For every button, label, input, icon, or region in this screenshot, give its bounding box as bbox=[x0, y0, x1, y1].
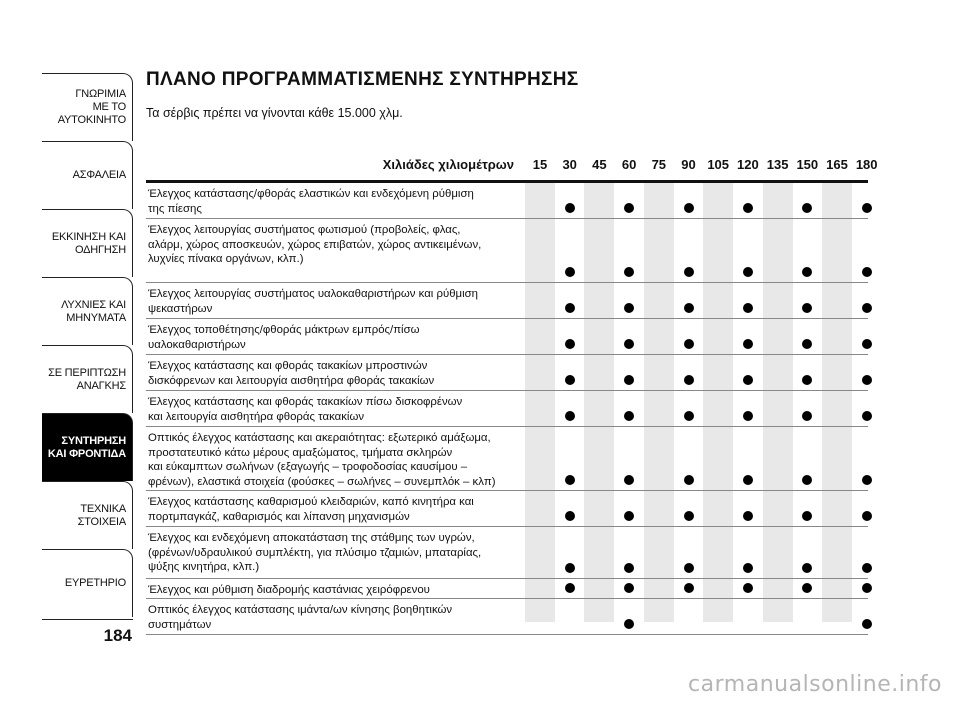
row-description: Έλεγχος κατάστασης καθαρισμού κλειδαριών, καπό κινητήρα και πορτμπαγκάζ, καθαρισμός και λίπανση μηχανισμών bbox=[148, 496, 474, 523]
table-row bbox=[146, 183, 868, 219]
sidebar-tab[interactable]: ΛΥΧΝΙΕΣ ΚΑΙ ΜΗΝΥΜΑΤΑ bbox=[42, 277, 133, 345]
service-dot bbox=[862, 339, 872, 349]
service-dot bbox=[565, 475, 575, 485]
service-dot bbox=[802, 339, 812, 349]
table-row bbox=[146, 283, 868, 319]
table-row bbox=[146, 527, 868, 579]
sidebar-tab[interactable]: ΤΕΧΝΙΚΑ ΣΤΟΙΧΕΙΑ bbox=[42, 481, 133, 549]
service-dot bbox=[565, 375, 575, 385]
service-dot bbox=[624, 563, 634, 573]
row-description: Έλεγχος τοποθέτησης/φθοράς μάκτρων εμπρός/πίσω υαλοκαθαριστήρων bbox=[148, 324, 420, 351]
row-description: Έλεγχος κατάστασης και φθοράς τακακίων μπροστινών δισκόφρενων και λειτουργία αισθητήρα φθοράς τακακίων bbox=[148, 360, 435, 387]
service-dot bbox=[624, 475, 634, 485]
service-dot bbox=[624, 411, 634, 421]
km-column-header: 90 bbox=[681, 157, 696, 172]
km-column-header: 75 bbox=[651, 157, 667, 172]
service-dot bbox=[862, 411, 872, 421]
service-dot bbox=[862, 375, 872, 385]
service-dot bbox=[743, 375, 753, 385]
km-column-header: 165 bbox=[826, 157, 848, 172]
service-dot bbox=[862, 303, 872, 313]
service-dot bbox=[862, 563, 872, 573]
service-dot bbox=[624, 203, 634, 213]
row-description: Έλεγχος και ρύθμιση διαδρομής καστάνιας χειρόφρενου bbox=[148, 584, 430, 596]
service-dot bbox=[862, 475, 872, 485]
service-dot bbox=[624, 339, 634, 349]
sidebar-tab[interactable]: ΑΣΦΑΛΕΙΑ bbox=[42, 141, 133, 209]
km-column-header: 135 bbox=[766, 157, 789, 172]
table-row bbox=[146, 599, 868, 635]
service-dot bbox=[624, 303, 634, 313]
service-dot bbox=[743, 411, 753, 421]
sidebar-tab[interactable]: ΕΚΚΙΝΗΣΗ ΚΑΙ ΟΔΗΓΗΣΗ bbox=[42, 209, 133, 277]
table-row bbox=[146, 579, 868, 599]
sidebar-tab[interactable]: ΣΥΝΤΗΡΗΣΗ ΚΑΙ ΦΡΟΝΤΙΔΑ bbox=[42, 413, 133, 481]
service-dot bbox=[743, 303, 753, 313]
table-row bbox=[146, 355, 868, 391]
service-dot bbox=[862, 619, 872, 629]
service-dot bbox=[862, 511, 872, 521]
service-dot bbox=[684, 563, 694, 573]
service-dot bbox=[802, 411, 812, 421]
service-dot bbox=[684, 511, 694, 521]
service-dot bbox=[684, 339, 694, 349]
km-column-header: 105 bbox=[707, 157, 730, 172]
service-dot bbox=[565, 203, 575, 213]
service-dot bbox=[624, 267, 634, 277]
row-description: Έλεγχος κατάστασης/φθοράς ελαστικών και ενδεχόμενη ρύθμιση της πίεσης bbox=[148, 188, 474, 215]
service-dot bbox=[624, 583, 634, 593]
row-description: Έλεγχος κατάστασης και φθοράς τακακίων πίσω δισκοφρένων και λειτουργία αισθητήρα φθοράς τακακίων bbox=[148, 396, 463, 423]
page-title: ΠΛΑΝΟ ΠΡΟΓΡΑΜΜΑΤΙΣΜΕΝΗΣ ΣΥΝΤΗΡΗΣΗΣ bbox=[146, 69, 579, 90]
maintenance-table bbox=[146, 183, 868, 635]
service-dot bbox=[624, 375, 634, 385]
service-dot bbox=[802, 563, 812, 573]
service-dot bbox=[684, 475, 694, 485]
table-header bbox=[146, 155, 878, 177]
service-dot bbox=[565, 583, 575, 593]
service-dot bbox=[684, 203, 694, 213]
service-dot bbox=[624, 511, 634, 521]
table-row bbox=[146, 491, 868, 527]
page-subtitle: Τα σέρβις πρέπει να γίνονται κάθε 15.000 χλμ. bbox=[146, 106, 403, 120]
service-dot bbox=[743, 203, 753, 213]
row-description: Έλεγχος και ενδεχόμενη αποκατάσταση της στάθμης των υγρών, (φρένων/υδραυλικού συμπλέκτη, για πλύσιμο τζαμιών, μπαταρίας, ψύξης κινητήρα, κλπ.) bbox=[148, 532, 482, 574]
service-dot bbox=[565, 267, 575, 277]
service-dot bbox=[624, 619, 634, 629]
row-description: Οπτικός έλεγχος κατάστασης ιμάντα/ων κίνησης βοηθητικών συστημάτων bbox=[148, 604, 453, 631]
service-dot bbox=[802, 375, 812, 385]
service-dot bbox=[565, 511, 575, 521]
service-dot bbox=[802, 475, 812, 485]
service-dot bbox=[802, 267, 812, 277]
service-dot bbox=[862, 583, 872, 593]
service-dot bbox=[565, 563, 575, 573]
service-dot bbox=[565, 411, 575, 421]
service-dot bbox=[802, 583, 812, 593]
service-dot bbox=[743, 583, 753, 593]
service-dot bbox=[684, 375, 694, 385]
service-dot bbox=[684, 303, 694, 313]
service-dot bbox=[743, 563, 753, 573]
table-row bbox=[146, 219, 868, 283]
service-dot bbox=[743, 475, 753, 485]
page-number-rule bbox=[42, 619, 133, 620]
service-dot bbox=[802, 203, 812, 213]
row-description: Έλεγχος λειτουργίας συστήματος φωτισμού (προβολείς, φλας, αλάρμ, χώρος αποσκευών, χώρος επιβατών, χώρος αντικειμένων, λυχνίες πίνακα οργάνων, κλπ.) bbox=[148, 224, 482, 266]
service-dot bbox=[862, 267, 872, 277]
chapter-sidebar bbox=[42, 73, 133, 617]
km-column-header: 30 bbox=[562, 157, 577, 172]
service-dot bbox=[565, 339, 575, 349]
sidebar-tab[interactable]: ΕΥΡΕΤΗΡΙΟ bbox=[42, 549, 133, 617]
table-row bbox=[146, 319, 868, 355]
table-row bbox=[146, 391, 868, 427]
sidebar-tab[interactable]: ΣΕ ΠΕΡΙΠΤΩΣΗ ΑΝΑΓΚΗΣ bbox=[42, 345, 133, 413]
watermark: carmanualsonline.info bbox=[688, 672, 942, 697]
km-column-header: 120 bbox=[737, 157, 759, 172]
sidebar-tab[interactable]: ΓΝΩΡΙΜΙΑ ΜΕ ΤΟ ΑΥΤΟΚΙΝΗΤΟ bbox=[42, 73, 133, 141]
km-column-header: 45 bbox=[592, 157, 607, 172]
row-description: Έλεγχος λειτουργίας συστήματος υαλοκαθαριστήρων και ρύθμιση ψεκαστήρων bbox=[148, 288, 478, 315]
km-column-header: 150 bbox=[796, 157, 819, 172]
service-dot bbox=[802, 303, 812, 313]
service-dot bbox=[565, 303, 575, 313]
km-column-header: 60 bbox=[621, 157, 637, 172]
service-dot bbox=[802, 511, 812, 521]
service-dot bbox=[862, 203, 872, 213]
table-row bbox=[146, 427, 868, 491]
service-dot bbox=[743, 339, 753, 349]
service-dot bbox=[684, 411, 694, 421]
km-column-header: 180 bbox=[855, 157, 878, 172]
km-column-header: 15 bbox=[532, 157, 548, 172]
service-dot bbox=[743, 511, 753, 521]
km-label: Χιλιάδες χιλιομέτρων bbox=[382, 157, 514, 172]
service-dot bbox=[743, 267, 753, 277]
service-dot bbox=[684, 583, 694, 593]
page-number: 184 bbox=[103, 626, 132, 645]
row-description: Οπτικός έλεγχος κατάστασης και ακεραιότητας: εξωτερικό αμάξωμα, προστατευτικό κάτω μέρους αμαξώματος, τμήματα σκληρών και εύκαμπτων σωλήνων (εξαγωγής – τροφοδοσίας καυσίμου – φρένων), ελαστικά στοιχεία (φούσκες – σωλήνες – συνεμπλόκ – κλπ) bbox=[148, 432, 496, 488]
service-dot bbox=[684, 267, 694, 277]
